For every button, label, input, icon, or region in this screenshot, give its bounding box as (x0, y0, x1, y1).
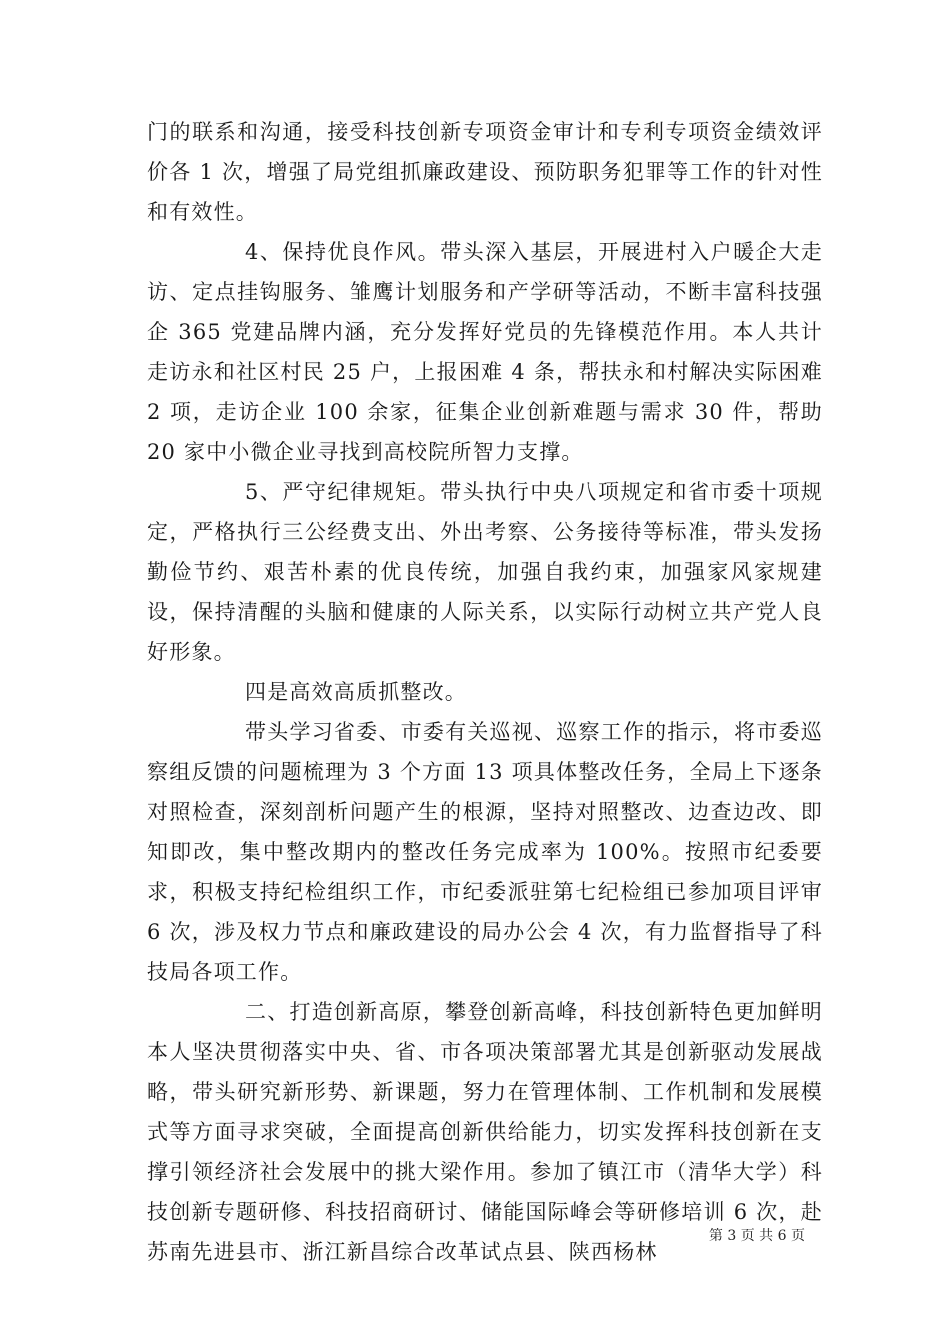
paragraph-3: 5、严守纪律规矩。带头执行中央八项规定和省市委十项规定，严格执行三公经费支出、外出考察、公务接待等标准，带头发扬勤俭节约、艰苦朴素的优良传统，加强自我约束，加强家风家规建设，保持清醒的头脑和健康的人际关系，以实际行动树立共产党人良好形象。 (147, 480, 823, 664)
document-body (147, 112, 823, 1272)
page-number-footer: 第 3 页 共 6 页 (708, 1228, 805, 1244)
paragraph-6: 二、打造创新高原，攀登创新高峰，科技创新特色更加鲜明本人坚决贯彻落实中央、省、市各项决策部署尤其是创新驱动发展战略，带头研究新形势、新课题，努力在管理体制、工作机制和发展模式等方面寻求突破，全面提高创新供给能力，切实发挥科技创新在支撑引领经济社会发展中的挑大梁作用。参加了镇江市（清华大学）科技创新专题研修、科技招商研讨、储能国际峰会等研修培训 6 次，赴苏南先进县市、浙江新昌综合改革试点县、陕西杨林 (147, 1000, 823, 1264)
paragraph-4: 四是高效高质抓整改。 (245, 680, 467, 704)
paragraph-1: 门的联系和沟通，接受科技创新专项资金审计和专利专项资金绩效评价各 1 次，增强了局党组抓廉政建设、预防职务犯罪等工作的针对性和有效性。 (147, 120, 823, 224)
paragraph-5: 带头学习省委、市委有关巡视、巡察工作的指示，将市委巡察组反馈的问题梳理为 3 个方面 13 项具体整改任务，全局上下逐条对照检查，深刻剖析问题产生的根源，坚持对照整改、边查边改、即知即改，集中整改期内的整改任务完成率为 100%。按照市纪委要求，积极支持纪检组织工作，市纪委派驻第七纪检组已参加项目评审 6 次，涉及权力节点和廉政建设的局办公会 4 次，有力监督指导了科技局各项工作。 (147, 720, 823, 984)
paragraph-2: 4、保持优良作风。带头深入基层，开展进村入户暖企大走访、定点挂钩服务、雏鹰计划服务和产学研等活动，不断丰富科技强企 365 党建品牌内涵，充分发挥好党员的先锋模范作用。本人共计走访永和社区村民 25 户，上报困难 4 条，帮扶永和村解决实际困难 2 项，走访企业 100 余家，征集企业创新难题与需求 30 件，帮助 20 家中小微企业寻找到高校院所智力支撑。 (147, 240, 823, 464)
